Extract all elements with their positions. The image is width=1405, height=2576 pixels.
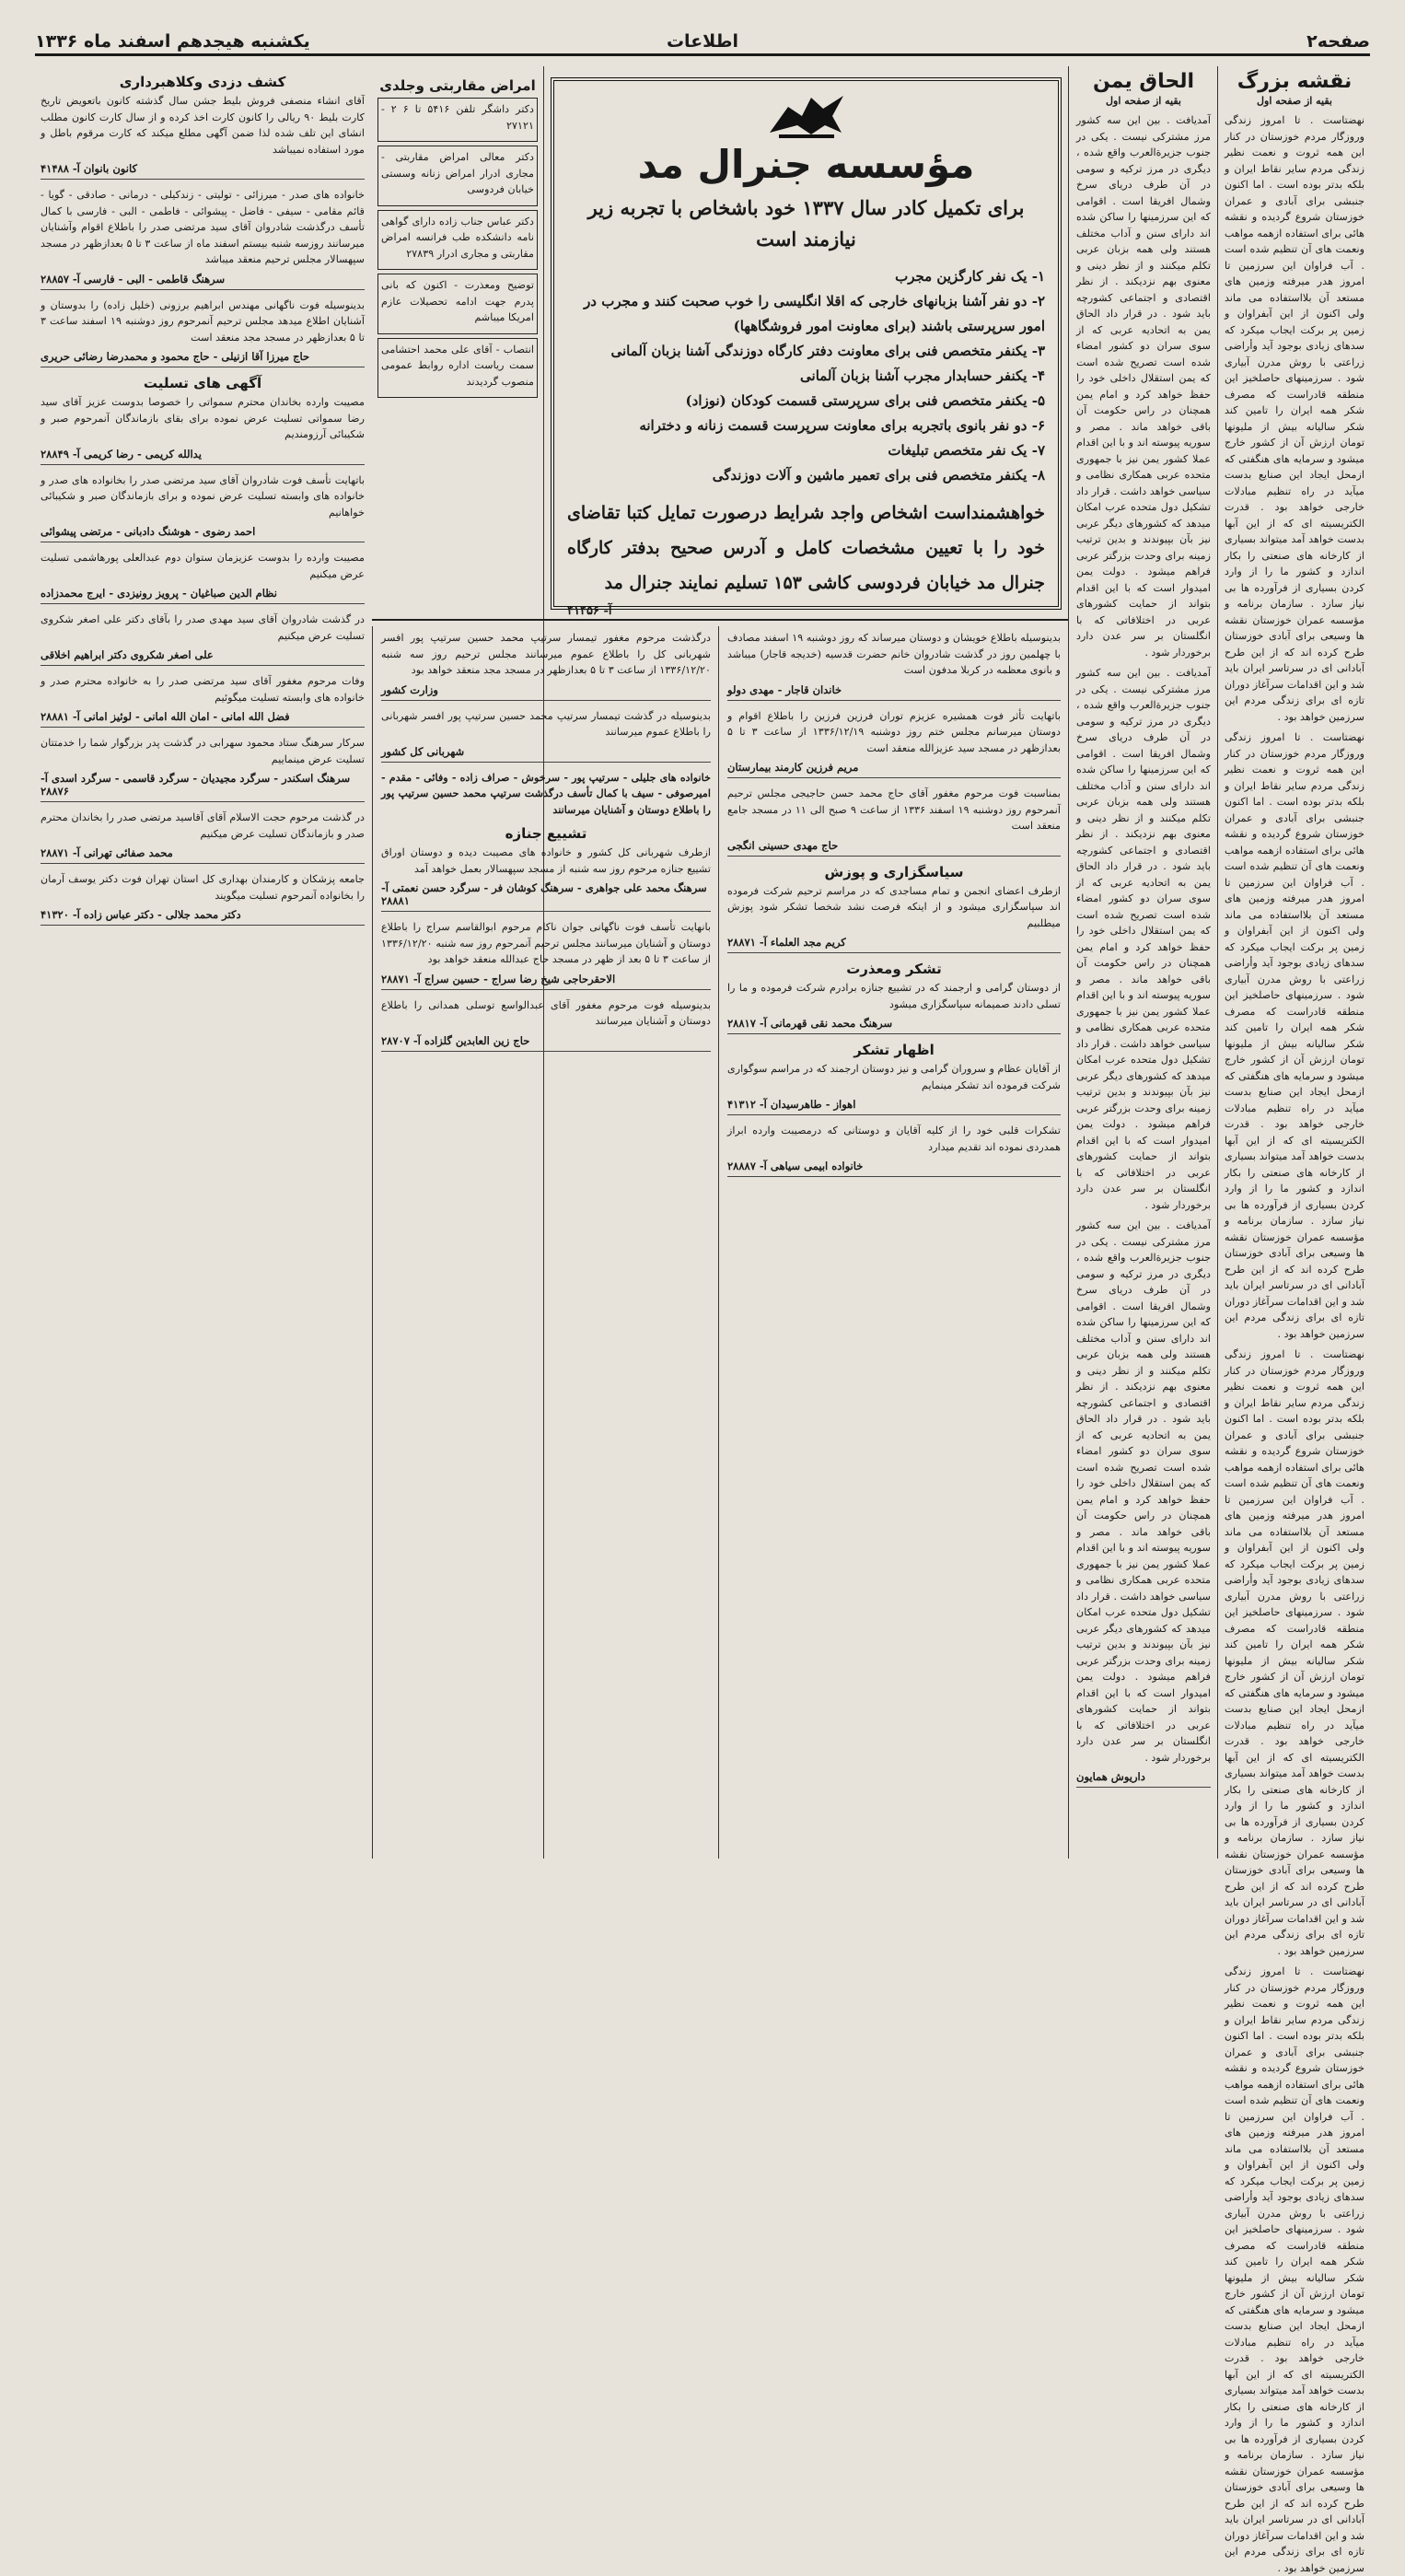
article-body: نهضتاست . تا امروز زندگی وروزگار مردم خوزستان در کنار این همه ثروت و نعمت نظیر زندگی مردم سایر نقاط ایران و بلکه بدتر بوده است . اما اکنون جنبشی برای آبادی و عمران خوزستان شروع گردیده و نقشه هائی برای استفاده ازهمه مواهب ونعمت های آن تنظیم شده است . آب فراوان این سرزمین تا امروز هدر میرفته وزمین های مستعد آن بلااستفاده می ماند ولی اکنون از این آبفراوان و زمین پر برکت ایجاب میکرد که سدهای زیادی بوجود آید وأراضی زراعتی با روش مدرن آبیاری شود . سرزمینهای حاصلخیز این منطقه قادراست که مصرف شکر همه ایران را تامین کند شکر سالیانه بیش از ملیونها تومان ارزش آن از کشور خارج میشود و سرمایه های هنگفتی که ازمحل ایجاد این صنایع بدست میآید در راه تنظیم مبادلات خارجی خواهد بود . قدرت الکتریسیته ای که از این آبها بدست خواهد آمد میتواند بسیاری از کارخانه های صنعتی را بکار اندازد و کشور ما را از وارد کردن بسیاری از فرآورده ها بی نیاز سازد . سازمان برنامه و مؤسسه عمران خوزستان نقشه ها وسیعی برای آبادی خوزستان طرح کرده اند که از این طرح آبادانی ای در سرتاسر ایران باید شد و این اقدامات سرآغاز دوران تازه ای برای زندگی مردم این سرزمین خواهد بود .: [1225, 114, 1364, 723]
notice-text: خانواده های جلیلی - سرتیپ پور - سرخوش - صراف زاده - وفائی - مقدم - امیرصوفی - سیف با کمال تأسف درگذشت سرتیپ محمد حسین سرتیپ پور را باطلاع دوستان و آشنایان میرسانند: [381, 770, 711, 816]
article-body: نهضتاست . تا امروز زندگی وروزگار مردم خوزستان در کنار این همه ثروت و نعمت نظیر زندگی مردم سایر نقاط ایران و بلکه بدتر بوده است . اما اکنون جنبشی برای آبادی و عمران خوزستان شروع گردیده و نقشه هائی برای استفاده ازهمه مواهب ونعمت های آن تنظیم شده است . آب فراوان این سرزمین تا امروز هدر میرفته وزمین های مستعد آن بلااستفاده می ماند ولی اکنون از این آبفراوان و زمین پر برکت ایجاب میکرد که سدهای زیادی بوجود آید وأراضی زراعتی با روش مدرن آبیاری شود . سرزمینهای حاصلخیز این منطقه قادراست که مصرف شکر همه ایران را تامین کند شکر سالیانه بیش از ملیونها تومان ارزش آن از کشور خارج میشود و سرمایه های هنگفتی که ازمحل ایجاد این صنایع بدست میآید در راه تنظیم مبادلات خارجی خواهد بود . قدرت الکتریسیته ای که از این آبها بدست خواهد آمد میتواند بسیاری از کارخانه های صنعتی را بکار اندازد و کشور ما را از وارد کردن بسیاری از فرآورده ها بی نیاز سازد . سازمان برنامه و مؤسسه عمران خوزستان نقشه ها وسیعی برای آبادی خوزستان طرح کرده اند که از این طرح آبادانی ای در سرتاسر ایران باید شد و این اقدامات سرآغاز دوران تازه ای برای زندگی مردم این سرزمین خواهد بود .: [1225, 731, 1364, 1340]
notice-signature: محمد صفائی تهرانی آ- ۲۸۸۷۱: [41, 846, 365, 864]
ad-job-item: ۷- یک نفر متخصص تبلیغات: [888, 442, 1045, 459]
article-body: آمدیافت . بین این سه کشور مرز مشترکی نیست . یکی در جنوب جزیرةالعرب واقع شده ، دیگری در مرز ترکیه و سومی در آن طرف دریای سرخ وشمال افریقا است . اقوامی که این سرزمینها را ساکن شده اند دارای سنن و آداب مختلف هستند ولی همه بزبان عربی تکلم میکنند و از نظر دینی و معنوی بهم نزدیکند . از نظر اقتصادی و اجتماعی کشورچه باید شود . در قرار داد الحاق یمن به اتحادیه عربی که از سوی سران دو کشور امضاء شده است تصریح شده است که یمن استقلال داخلی خود را حفظ خواهد کرد و امام یمن همچنان در راس حکومت آن باقی خواهد ماند . مصر و سوریه پیوسته اند و با این اقدام عملا کشور یمن نیز با جمهوری متحده عربی همکاری نظامی و سیاسی خواهد داشت . قرار داد تشکیل دول متحده عرب امکان میدهد که کشورهای دیگر عربی نیز بآن بپیوندند و بدین ترتیب زمینه برای وحدت بزرگتر عربی فراهم میشود . دولت یمن امیدوار است که با این اقدام بتواند از حمایت کشورهای عربی در اختلافاتی که با انگلستان بر سر عدن دارد برخوردار شود .: [1076, 667, 1211, 1211]
notice-signature: سرهنگ محمد علی جواهری - سرهنگ کوشان فر - سرگرد حسن نعمتی آ- ۲۸۸۸۱: [381, 881, 711, 912]
clinic-ad: دکتر داشگر تلفن ۵۴۱۶ تا ۶ ۲ - ۲۷۱۲۱: [377, 98, 538, 142]
ad-body: خواهشمنداست اشخاص واجد شرایط درصورت تمایل کتبا تقاضای خود را با تعیین مشخصات کامل و آدرس صحیح بدفتر کارگاه جنرال مد خیابان فردوسی کاشی ۱۵۳ تسلیم نمایند جنرال مد: [567, 503, 1045, 593]
notice-text: مصیبت وارده را بدوست عزیزمان ستوان دوم عبدالعلی پورهاشمی تسلیت عرض میکنیم: [41, 552, 365, 580]
notice-text: بدینوسیله باطلاع خویشان و دوستان میرساند که روز دوشنبه ۱۹ اسفند مصادف با چهلمین روز در گذشت شادروان خانم حضرت قدسیه (خدیجه قاجار) میباشد و بانوی معظمه در کربلا مدفون است: [727, 632, 1061, 676]
notice-text: مصیبت وارده بخاندان محترم سمواتی را خصوصا بدوست عزیز آقای سید رضا سمواتی تسلیت عرض نموده برای بقای بازماندگان آنمرحوم صبر و شکیبائی آرزومندیم: [41, 396, 365, 440]
ad-job-item: ۴- یکنفر حسابدار مجرب آشنا بزبان آلمانی: [800, 367, 1045, 384]
ad-job-list: [567, 264, 1045, 488]
notice-text: در گذشت شادروان آقای سید مهدی صدر را بآقای دکتر علی اصغر شکروی تسلیت عرض میکنیم: [41, 613, 365, 642]
notice-text: آقای انشاء منصفی فروش بلیط جشن سال گذشته کانون باتعویض تاریخ کارت بلیط ۹۰ ریالی را کانون کارت اخذ کرده و از سال کارت کانون مطلب انشای این تلف شده لذا ضمن آگهی مطلع میکند که کارت مرقوم باطل و مورد استفاده نمیباشد: [41, 95, 365, 156]
notice-text: خانواده های صدر - میرزائی - تولیتی - زندکیلی - درمانی - صادقی - گویا - قائم مقامی - سیفی - فاضل - پیشوائی - فاطمی - البی - فارسی با کمال تأسف درگذشت شادروان آقای سید مرتضی صدر را باطلاع اقوام وآشنایان میرسانند روزسه شنبه بیستم اسفند ماه از ساعت ۳ تا ۵ بعدازظهر در مسجد سپهسالار مجلس ترحیم منعقد میباشد: [41, 189, 365, 265]
notice-text: سرکار سرهنگ ستاد محمود سهرابی در گذشت پدر بزرگوار شما را خدمتتان تسلیت عرض مینماییم: [41, 737, 365, 765]
column-rule: [372, 626, 373, 1859]
clinic-ad: دکتر معالی امراض مقاربتی - مجاری ادرار امراض زنانه وسستی خیابان فردوسی: [377, 146, 538, 206]
notice-signature: حاج مهدی حسینی انگجی: [727, 839, 1061, 857]
column-clinics: [372, 70, 543, 617]
notice-text: باتهایت تأثر فوت همشیره عزیزم توران فرزین فرزین را باطلاع اقوام و دوستان میرسانم مجلس ختم روز دوشنبه ۱۳۳۶/۱۲/۱۹ از ساعت ۳ تا ۵ بعدازظهر در مسجد سید عزیزالله منعقد است: [727, 709, 1062, 754]
notice-signature: فضل الله امانی - امان الله امانی - لوئیز امانی آ- ۲۸۸۸۱: [41, 710, 365, 728]
ad-job-item: ۸- یکنفر متخصص فنی برای تعمیر ماشین و آلات دوزندگی: [712, 467, 1045, 484]
ad-job-item: ۵- یکنفر متخصص فنی برای سرپرستی قسمت کودکان (نوزاد): [685, 392, 1045, 409]
author-signature: داریوش همایون: [1076, 1770, 1211, 1788]
notice-signature: سرهنگ قاطمی - البی - فارسی آ- ۲۸۸۵۷: [41, 273, 365, 290]
page-number: صفحه۲: [1306, 31, 1370, 52]
notice-text: ازطرف اعضای انجمن و تمام مساجدی که در مراسم ترحیم شرکت فرموده اند سپاسگزاری میشود و از اینکه فرصت نشد شخصا تشکر شود پوزش میطلبیم: [727, 884, 1061, 929]
ad-job-item: ۱- یک نفر کارگزین مجرب: [895, 268, 1045, 285]
ad-job-item: ۲- دو نفر آشنا بزبانهای خارجی که اقلا انگلیسی را خوب صحبت کنند و مجرب در امور سرپرستی باشند (برای معاونت امور فروشگاهها): [584, 293, 1045, 334]
notice: توضیح ومعذرت - اکنون که بانی پدرم جهت ادامه تحصیلات عازم امریکا میباشم: [377, 274, 538, 334]
general-mod-ad: [551, 77, 1062, 618]
column-rule: [718, 626, 719, 1859]
section-title: اظهار تشکر: [853, 1042, 935, 1058]
notice-signature: کانون بانوان آ- ۴۱۴۸۸: [41, 162, 365, 180]
notice-signature: سرهنگ محمد نقی قهرمانی آ- ۲۸۸۱۷: [727, 1017, 1061, 1034]
page-header: [35, 29, 1370, 56]
notice-text: بدینوسیله فوت مرحوم مغفور آقای عبدالواسع توسلی همدانی را باطلاع دوستان و آشنایان میرسانند: [381, 998, 711, 1027]
section-title: تشکر ومعذرت: [846, 961, 942, 977]
lion-logo-icon: [761, 88, 853, 140]
section-title: آگهی های تسلیت: [143, 375, 262, 391]
notice-text: جامعه پزشکان و کارمندان بهداری کل استان تهران فوت دکتر یوسف آرمان را بخانواده آنمرحوم تسلیت میگویند: [41, 873, 365, 902]
notice-signature: نظام الدین صباغیان - پرویز رونیزدی - ایرج محمدزاده: [41, 587, 365, 604]
notice-signature: دکتر محمد جلالی - دکتر عباس زاده آ- ۴۱۳۲۰: [41, 908, 365, 926]
notice-signature: شهربانی کل کشور: [381, 745, 711, 763]
notice-signature: حاج میرزا آقا ازنیلی - حاج محمود و محمدرضا رضائی حریری: [41, 350, 365, 367]
article-body: آمدیافت . بین این سه کشور مرز مشترکی نیست . یکی در جنوب جزیرةالعرب واقع شده ، دیگری در مرز ترکیه و سومی در آن طرف دریای سرخ وشمال افریقا است . اقوامی که این سرزمینها را ساکن شده اند دارای سنن و آداب مختلف هستند ولی همه بزبان عربی تکلم میکنند و از نظر دینی و معنوی بهم نزدیکند . از نظر اقتصادی و اجتماعی کشورچه باید شود . در قرار داد الحاق یمن به اتحادیه عربی که از سوی سران دو کشور امضاء شده است تصریح شده است که یمن استقلال داخلی خود را حفظ خواهد کرد و امام یمن همچنان در راس حکومت آن باقی خواهد ماند . مصر و سوریه پیوسته اند و با این اقدام عملا کشور یمن نیز با جمهوری متحده عربی همکاری نظامی و سیاسی خواهد داشت . قرار داد تشکیل دول متحده عرب امکان میدهد که کشورهای دیگر عربی نیز بآن بپیوندند و بدین ترتیب زمینه برای وحدت بزرگتر عربی فراهم میشود . دولت یمن امیدوار است که با این اقدام بتواند از حمایت کشورهای عربی در اختلافاتی که با انگلستان بر سر عدن دارد برخوردار شود .: [1076, 1219, 1211, 1764]
ad-title: مؤسسه جنرال مد: [637, 142, 975, 187]
clinic-ad: دکتر عباس جناب زاده دارای گواهی نامه دانشکده طب فرانسه امراض مقاربتی و مجاری ادرار ۲۷۸۳۹: [377, 210, 538, 271]
article-body: نهضتاست . تا امروز زندگی وروزگار مردم خوزستان در کنار این همه ثروت و نعمت نظیر زندگی مردم سایر نقاط ایران و بلکه بدتر بوده است . اما اکنون جنبشی برای آبادی و عمران خوزستان شروع گردیده و نقشه هائی برای استفاده ازهمه مواهب ونعمت های آن تنظیم شده است . آب فراوان این سرزمین تا امروز هدر میرفته وزمین های مستعد آن بلااستفاده می ماند ولی اکنون از این آبفراوان و زمین پر برکت ایجاب میکرد که سدهای زیادی بوجود آید وأراضی زراعتی با روش مدرن آبیاری شود . سرزمینهای حاصلخیز این منطقه قادراست که مصرف شکر همه ایران را تامین کند شکر سالیانه بیش از ملیونها تومان ارزش آن از کشور خارج میشود و سرمایه های هنگفتی که ازمحل ایجاد این صنایع بدست میآید در راه تنظیم مبادلات خارجی خواهد بود . قدرت الکتریسیته ای که از این آبها بدست خواهد آمد میتواند بسیاری از کارخانه های صنعتی را بکار اندازد و کشور ما را از وارد کردن بسیاری از فرآورده ها بی نیاز سازد . سازمان برنامه و مؤسسه عمران خوزستان نقشه ها وسیعی برای آبادی خوزستان طرح کرده اند که از این طرح آبادانی ای در سرتاسر ایران باید شد و این اقدامات سرآغاز دوران تازه ای برای زندگی مردم این سرزمین خواهد بود .: [1225, 1965, 1364, 2574]
notice-signature: الاحقرحاجی شیخ رضا سراج - حسین سراج آ- ۲۸۸۷۱: [381, 973, 711, 990]
section-rule: [372, 619, 1068, 621]
notice-signature: خاندان قاجار - مهدی دولو: [727, 683, 1061, 701]
notice-text: بدینوسیله در گذشت تیمسار سرتیپ محمد حسین سرتیپ پور افسر شهربانی را باطلاع عموم میرسانند: [381, 709, 711, 738]
notice-text: تشکرات قلبی خود را از کلیه آقایان و دوستانی که درمصیبت وارده ابراز همدردی نموده اند تقدیم میدارد: [727, 1125, 1061, 1153]
notice-signature: مریم فرزین کارمند بیمارستان: [727, 761, 1061, 778]
notice-text: بدینوسیله فوت ناگهانی مهندس ابراهیم برزونی (خلیل زاده) را بدوستان و آشنایان اطلاع میدهد مجلس ترحیم آنمرحوم روز دوشنبه ۱۹ اسفند ساعت ۳ تا ۵ بعدازظهر در مسجد مجد منعقد است: [41, 298, 365, 344]
section-title: تشییع جنازه: [505, 825, 587, 842]
notice-text: بانهایت تأسف فوت ناگهانی جوان ناکام مرحوم ابوالقاسم سراج را باطلاع دوستان و آشنایان میرسانند مجلس ترحیم آنمرحوم روز سه شنبه ۱۳۳۶/۱۲/۲۰ از ساعت ۳ تا ۵ بعد از ظهر در مسجد حاج عبدالله منعقد خواهد بود: [381, 921, 711, 965]
paper-name: اطلاعات: [666, 31, 739, 52]
ad-job-item: ۶- دو نفر بانوی باتجربه برای معاونت سرپرست قسمت زنانه و دخترانه: [639, 417, 1045, 434]
column-big-plan: [1219, 66, 1370, 2574]
article-subtitle: بقیه از صفحه اول: [1257, 95, 1332, 107]
notice-text: باتهایت تأسف فوت شادروان آقای سید مرتضی صدر را بخانواده های صدر و خانواده های وابسته تسلیت عرض نموده و برای بازماندگان صبر و شکیبائی خواهانیم: [41, 473, 365, 519]
notice-signature: سرهنگ اسکندر - سرگرد مجیدیان - سرگرد قاسمی - سرگرد اسدی آ- ۲۸۸۷۶: [41, 772, 365, 802]
article-title: نقشه بزرگ: [1237, 70, 1353, 93]
column-notices: [35, 66, 370, 1859]
notice: انتصاب - آقای علی محمد احتشامی سمت ریاست اداره روابط عمومی منصوب گردیدند: [377, 338, 538, 399]
issue-date: یکشنبه هیجدهم اسفند ماه ۱۳۳۶: [35, 31, 310, 52]
notice-text: از دوستان گرامی و ارجمند که در تشییع جنازه برادرم شرکت فرموده و ما را تسلی دادند صمیمانه سپاسگزاری میشود: [727, 982, 1061, 1010]
column-thanks: [722, 630, 1066, 1859]
column-yemen: [1071, 66, 1216, 1859]
notice-signature: وزارت کشور: [381, 683, 711, 701]
notice-text: در گذشت مرحوم حجت الاسلام آقای آقاسید مرتضی صدر را بخاندان محترم صدر و بازماندگان تسلیت عرض میکنیم: [41, 811, 365, 840]
column-rule: [1068, 66, 1069, 1859]
notice-text: بمناسبت فوت مرحوم مغفور آقای حاج محمد حسن حاجیجی مجلس ترحیم آنمرحوم روز دوشنبه ۱۹ اسفند ۱۳۳۶ از ساعت ۹ صبح الی ۱۱ در مسجد جامع منعقد است: [727, 787, 1061, 832]
notice-text: ازطرف شهربانی کل کشور و خانواده های مصیبت دیده و دوستان اوراق تشییع جنازه مرحوم روز سه شنبه از مسجد سپهسالار بعمل خواهد آمد: [381, 846, 711, 875]
section-title: کشف دزدی وکلاهبرداری: [119, 74, 286, 90]
section-title: سیاسگزاری و پوزش: [824, 863, 964, 880]
notice-signature: خانواده ابیمی سیاهی آ- ۲۸۸۸۷: [727, 1160, 1061, 1177]
notice-text: از آقایان عظام و سروران گرامی و نیز دوستان ارجمند که در مراسم سوگواری شرکت فرموده اند تشکر مینمایم: [727, 1063, 1061, 1091]
notice-signature: کریم مجد العلماء آ- ۲۸۸۷۱: [727, 936, 1061, 953]
ad-lead: برای تکمیل کادر سال ۱۳۳۷ خود باشخاص با تجربه زیر نیازمند است: [587, 196, 1025, 251]
section-title: امراض مقاربتی وجلدی: [379, 77, 536, 94]
notice-signature: اهواز - طاهرسیدان آ- ۴۱۳۱۲: [727, 1098, 1061, 1115]
ad-reference: آ- ۴۱۴۵۶: [567, 604, 612, 618]
notice-signature: یدالله کریمی - رضا کریمی آ- ۲۸۸۴۹: [41, 448, 365, 465]
notice-text: درگذشت مرحوم مغفور تیمسار سرتیپ محمد حسین سرتیپ پور افسر شهربانی کل را باطلاع عموم میرسانند مجلس ترحیم روز سه شنبه ۱۳۳۶/۱۲/۲۰ از ساعت ۳ تا ۵ بعدازظهر در مسجد مجد منعقد خواهد بود: [381, 632, 711, 676]
article-body: نهضتاست . تا امروز زندگی وروزگار مردم خوزستان در کنار این همه ثروت و نعمت نظیر زندگی مردم سایر نقاط ایران و بلکه بدتر بوده است . اما اکنون جنبشی برای آبادی و عمران خوزستان شروع گردیده و نقشه هائی برای استفاده ازهمه مواهب ونعمت های آن تنظیم شده است . آب فراوان این سرزمین تا امروز هدر میرفته وزمین های مستعد آن بلااستفاده می ماند ولی اکنون از این آبفراوان و زمین پر برکت ایجاب میکرد که سدهای زیادی بوجود آید وأراضی زراعتی با روش مدرن آبیاری شود . سرزمینهای حاصلخیز این منطقه قادراست که مصرف شکر همه ایران را تامین کند شکر سالیانه بیش از ملیونها تومان ارزش آن از کشور خارج میشود و سرمایه های هنگفتی که ازمحل ایجاد این صنایع بدست میآید در راه تنظیم مبادلات خارجی خواهد بود . قدرت الکتریسیته ای که از این آبها بدست خواهد آمد میتواند بسیاری از کارخانه های صنعتی را بکار اندازد و کشور ما را از وارد کردن بسیاری از فرآورده ها بی نیاز سازد . سازمان برنامه و مؤسسه عمران خوزستان نقشه ها وسیعی برای آبادی خوزستان طرح کرده اند که از این طرح آبادانی ای در سرتاسر ایران باید شد و این اقدامات سرآغاز دوران تازه ای برای زندگی مردم این سرزمین خواهد بود .: [1225, 1348, 1364, 1957]
notice-signature: حاج زین العابدین گلزاده آ- ۲۸۷۰۷: [381, 1034, 711, 1052]
column-obituaries: [376, 630, 716, 1859]
article-subtitle: بقیه از صفحه اول: [1106, 95, 1181, 107]
article-body: آمدیافت . بین این سه کشور مرز مشترکی نیست . یکی در جنوب جزیرةالعرب واقع شده ، دیگری در مرز ترکیه و سومی در آن طرف دریای سرخ وشمال افریقا است . اقوامی که این سرزمینها را ساکن شده اند دارای سنن و آداب مختلف هستند ولی همه بزبان عربی تکلم میکنند و از نظر دینی و معنوی بهم نزدیکند . از نظر اقتصادی و اجتماعی کشورچه باید شود . در قرار داد الحاق یمن به اتحادیه عربی که از سوی سران دو کشور امضاء شده است تصریح شده است که یمن استقلال داخلی خود را حفظ خواهد کرد و امام یمن همچنان در راس حکومت آن باقی خواهد ماند . مصر و سوریه پیوسته اند و با این اقدام عملا کشور یمن نیز با جمهوری متحده عربی همکاری نظامی و سیاسی خواهد داشت . قرار داد تشکیل دول متحده عرب امکان میدهد که کشورهای دیگر عربی نیز بآن بپیوندند و بدین ترتیب زمینه برای وحدت بزرگتر عربی فراهم میشود . دولت یمن امیدوار است که با این اقدام بتواند از حمایت کشورهای عربی در اختلافاتی که با انگلستان بر سر عدن دارد برخوردار شود .: [1076, 114, 1211, 659]
ad-job-item: ۳- یکنفر متخصص فنی برای معاونت دفتر کارگاه دوزندگی آشنا بزبان آلمانی: [610, 343, 1045, 359]
notice-text: وفات مرحوم مغفور آقای سید مرتضی صدر را به خانواده محترم صدر و خانواده های وابسته تسلیت میگوئیم: [41, 675, 365, 704]
notice-signature: علی اصغر شکروی دکتر ابراهیم اخلاقی: [41, 648, 365, 666]
article-title: الحاق یمن: [1092, 70, 1195, 93]
column-rule: [1217, 66, 1218, 1859]
notice-signature: احمد رضوی - هوشنگ دادبانی - مرتضی پیشوائی: [41, 525, 365, 542]
